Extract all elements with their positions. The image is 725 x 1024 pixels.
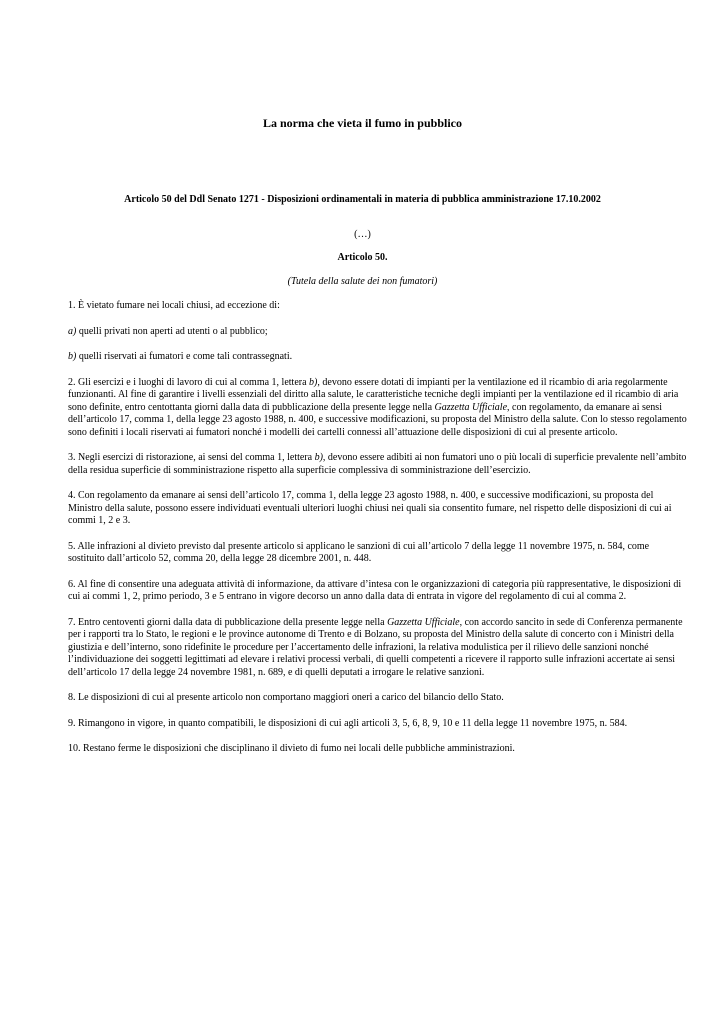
paragraph-6: 6. Al fine di consentire una adeguata attività di informazione, da attivare d’intesa con le organizzazioni di categoria più rappresentative, le disposizioni di cui ai commi 1, 2, primo periodo, 3 e 5 entrano in vigore decorso un anno dalla data di entrata in vigore del regolamento di cui al comma 2. [68,578,682,602]
paragraph-3-part1: 3. Negli esercizi di ristorazione, ai sensi del comma 1, lettera [68,452,315,463]
paragraph-3 [68,452,688,477]
paragraph-1a [68,326,688,339]
paragraph-7-part1: 7. Entro centoventi giorni dalla data di pubblicazione della presente legge nella [68,616,388,628]
paragraph-2-part3: , con regolamento, da emanare ai sensi dell’articolo 17, comma 1, della legge 23 agosto 1988, n. 400, e successive modificazioni, su proposta del Ministro della salute. Con lo stesso regolamento sono definiti i locali riservati ai fumatori nonché i modelli dei cartelli connessi all’attuazione delle disposizioni di cui al presente articolo. [68,401,687,438]
paragraph-2-part1: 2. Gli esercizi e i luoghi di lavoro di cui al comma 1, lettera [68,376,310,388]
paragraph-8: 8. Le disposizioni di cui al presente articolo non comportano maggiori oneri a carico del bilancio dello Stato. [68,692,504,703]
paragraph-1b-text: quelli riservati ai fumatori e come tali contrassegnati. [76,351,293,362]
paragraph-2-part2: , devono essere dotati di impianti per la ventilazione ed il ricambio di aria regolarmente funzionanti. Al fine di garantire i livelli essenziali del diritto alla salute, le caratteristiche tecniche degli impianti per la ventilazione ed il ricambio di aria sono definite, entro centottanta giorni dalla data di pubblicazione della presente legge nella [68,376,679,413]
document-subtitle: Articolo 50 del Ddl Senato 1271 - Disposizioni ordinamentali in materia di pubblica amministrazione 17.10.2002 [124,194,601,205]
paragraph-7 [68,617,688,680]
paragraph-7-gazzetta: Gazzetta Ufficiale [387,616,460,628]
paragraph-1b [68,351,688,364]
paragraph-9: 9. Rimangono in vigore, in quanto compatibili, le disposizioni di cui agli articoli 3, 5, 6, 8, 9, 10 e 11 della legge 11 novembre 1975, n. 584. [68,717,628,729]
paragraph-2 [68,377,688,440]
paragraph-5: 5. Alle infrazioni al divieto previsto dal presente articolo si applicano le sanzioni di cui all’articolo 7 della legge 11 novembre 1975, n. 584, come sostituito dall’articolo 52, comma 20, della legge 28 dicembre 2001, n. 448. [68,540,650,564]
article-heading: Articolo 50. [337,252,388,263]
paragraph-7-part2: , con accordo sancito in sede di Conferenza permanente per i rapporti tra lo Stato, le regioni e le province autonome di Trento e di Bolzano, su proposta del Ministro della salute di concerto con i Ministri della giustizia e dell’interno, sono ridefinite le procedure per l’accertamento delle infrazioni, la relativa modulistica per il rilievo delle sanzioni nonché l’individuazione dei soggetti legittimati ad elevare i relativi processi verbali, di quelli competenti a ricevere il rapporto sulle infrazioni accertate ai sensi dell’articolo 17 della legge 24 novembre 1981, n. 689, e di quelli deputati a irrogare le relative sanzioni. [68,616,683,678]
paragraph-2-letter: b) [309,376,318,388]
ellipsis: (…) [354,229,371,240]
paragraph-2-gazzetta: Gazzetta Ufficiale [434,401,508,413]
paragraph-4: 4. Con regolamento da emanare ai sensi dell’articolo 17, comma 1, della legge 23 agosto 1988, n. 400, e successive modificazioni, su proposta del Ministro della salute, possono essere individuati eventuali ulteriori luoghi chiusi nei quali sia consentito fumare, nel rispetto delle disposizioni di cui ai commi 1, 2 e 3. [68,490,672,526]
letter-a: a) [68,325,77,337]
paragraph-3-part2: , devono essere adibiti ai non fumatori uno o più locali di superficie prevalente nell’ambito della residua superficie di somministrazione rispetto alla superficie complessiva di somministrazione dell’esercizio. [68,452,687,476]
paragraph-3-letter: b) [314,452,323,463]
paragraph-1: 1. È vietato fumare nei locali chiusi, ad eccezione di: [68,300,280,311]
document-title: La norma che vieta il fumo in pubblico [262,116,462,130]
letter-b: b) [68,351,77,362]
article-body [68,300,688,769]
paragraph-10: 10. Restano ferme le disposizioni che disciplinano il divieto di fumo nei locali delle pubbliche amministrazioni. [68,743,515,754]
article-subheading: (Tutela della salute dei non fumatori) [287,276,438,287]
paragraph-1a-text: quelli privati non aperti ad utenti o al pubblico; [76,325,268,337]
